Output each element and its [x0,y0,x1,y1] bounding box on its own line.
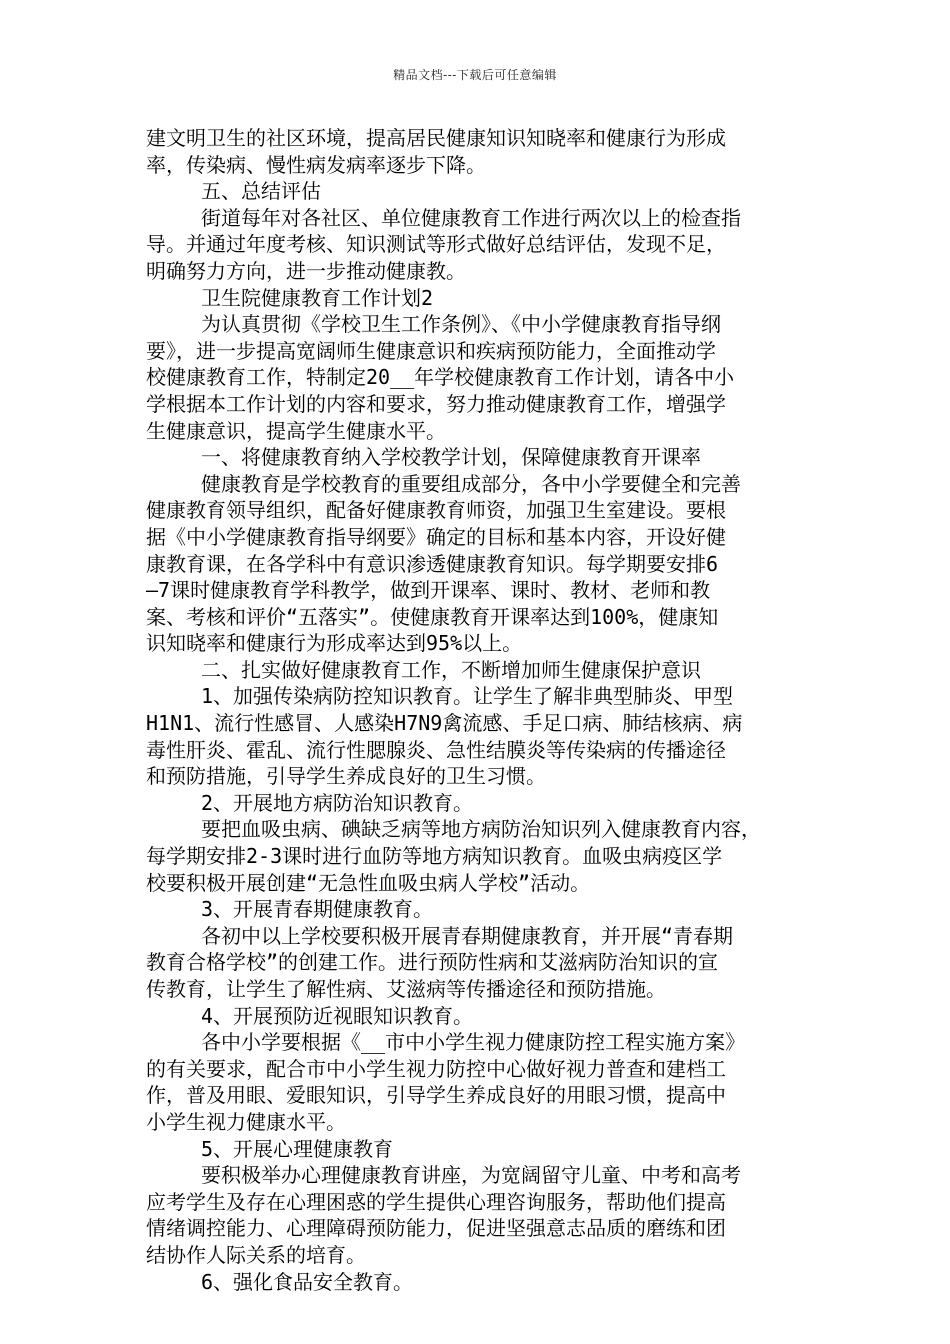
text-line: —7课时健康教育学科教学，做到开课率、课时、教材、老师和教 [146,578,711,603]
text-line: 为认真贯彻《学校卫生工作条例》、《中小学健康教育指导纲 [201,312,721,337]
text-line: 案、考核和评价“五落实”。使健康教育开课率达到100%，健康知 [146,604,719,629]
paragraph [146,178,810,205]
text-line: 健康教育领导组织，配备好健康教育师资，加强卫生室建设。要根 [146,498,726,523]
paragraph [146,923,810,1003]
text-line: 各初中以上学校要积极开展青春期健康教育，并开展“青春期 [201,923,734,948]
text-line: 健康教育是学校教育的重要组成部分，各中小学要健全和完善 [201,471,741,496]
paragraph [146,471,810,657]
text-line: 要把血吸虫病、碘缺乏病等地方病防治知识列入健康教育内容， [201,817,761,842]
paragraph [146,1003,810,1030]
paragraph [146,205,810,285]
text-line: 小学生视力健康水平。 [146,1109,346,1134]
text-line: 识知晓率和健康行为形成率达到95%以上。 [146,631,523,656]
text-line: 教育合格学校”的创建工作。进行预防性病和艾滋病防治知识的宣 [146,950,719,975]
text-line: 据《中小学健康教育指导纲要》确定的目标和基本内容，开设好健 [146,524,726,549]
text-line: 5、开展心理健康教育 [201,1136,394,1161]
text-line: 各中小学要根据《__市中小学生视力健康防控工程实施方案》 [201,1030,746,1055]
paragraph [146,311,810,444]
text-line: 导。并通过年度考核、知识测试等形式做好总结评估，发现不足， [146,232,726,257]
paragraph [146,816,810,896]
text-line: 校健康教育工作，特制定20__年学校健康教育工作计划，请各中小 [146,365,735,390]
paragraph [146,1162,810,1268]
text-line: 作，普及用眼、爱眼知识，引导学生养成良好的用眼习惯，提高中 [146,1083,726,1108]
text-line: 毒性肝炎、霍乱、流行性腮腺炎、急性结膜炎等传染病的传播途径 [146,737,726,762]
text-line: 传教育，让学生了解性病、艾滋病等传播途径和预防措施。 [146,977,666,1001]
text-line: 街道每年对各社区、单位健康教育工作进行两次以上的检查指 [201,205,741,230]
text-line: 生健康意识，提高学生健康水平。 [146,418,446,443]
paragraph [146,790,810,817]
paragraph [146,444,810,471]
text-line: 情绪调控能力、心理障碍预防能力，促进坚强意志品质的磨练和团 [146,1216,726,1241]
paragraph [146,683,810,789]
text-line: 率，传染病、慢性病发病率逐步下降。 [146,152,486,177]
text-line: 要》，进一步提高宽阔师生健康意识和疾病预防能力，全面推动学 [146,338,716,363]
page-header: 精品文档---下载后可任意编辑 [393,68,557,82]
text-line: 2、开展地方病防治知识教育。 [201,790,474,815]
text-line: 1、加强传染病防控知识教育。让学生了解非典型肺炎、甲型 [201,684,734,709]
text-line: 3、开展青春期健康教育。 [201,897,434,922]
text-line: H1N1、流行性感冒、人感染H7N9禽流感、手足口病、肺结核病、病 [146,711,743,736]
text-line: 康教育课，在各学科中有意识渗透健康教育知识。每学期要安排6 [146,551,719,576]
text-line: 应考学生及存在心理困惑的学生提供心理咨询服务，帮助他们提高 [146,1189,726,1214]
paragraph [146,285,810,312]
paragraph [146,896,810,923]
text-line: 卫生院健康教育工作计划2 [201,285,434,310]
paragraph [146,657,810,684]
text-line: 6、强化食品安全教育。 [201,1269,414,1294]
text-line: 明确努力方向，进一步推动健康教。 [146,258,466,283]
text-line: 的有关要求，配合市中小学生视力防控中心做好视力普查和建档工 [146,1056,726,1081]
paragraph [146,1136,810,1163]
text-line: 学根据本工作计划的内容和要求，努力推动健康教育工作，增强学 [146,391,726,416]
text-line: 4、开展预防近视眼知识教育。 [201,1003,474,1028]
text-line: 一、将健康教育纳入学校教学计划，保障健康教育开课率 [201,445,701,470]
text-line: 和预防措施，引导学生养成良好的卫生习惯。 [146,764,546,789]
paragraph [146,1269,810,1296]
text-line: 每学期安排2-3课时进行血防等地方病知识教育。血吸虫病疫区学 [146,844,723,869]
paragraph [146,1029,810,1135]
text-line: 建文明卫生的社区环境，提高居民健康知识知晓率和健康行为形成 [146,126,726,150]
text-line: 二、扎实做好健康教育工作，不断增加师生健康保护意识 [201,657,701,682]
document-body [146,125,810,1295]
text-line: 要积极举办心理健康教育讲座，为宽阔留守儿童、中考和高考 [201,1163,741,1188]
text-line: 校要积极开展创建“无急性血吸虫病人学校”活动。 [146,870,591,895]
text-line: 五、总结评估 [201,179,321,204]
text-line: 结协作人际关系的培育。 [146,1242,366,1267]
paragraph [146,125,810,178]
